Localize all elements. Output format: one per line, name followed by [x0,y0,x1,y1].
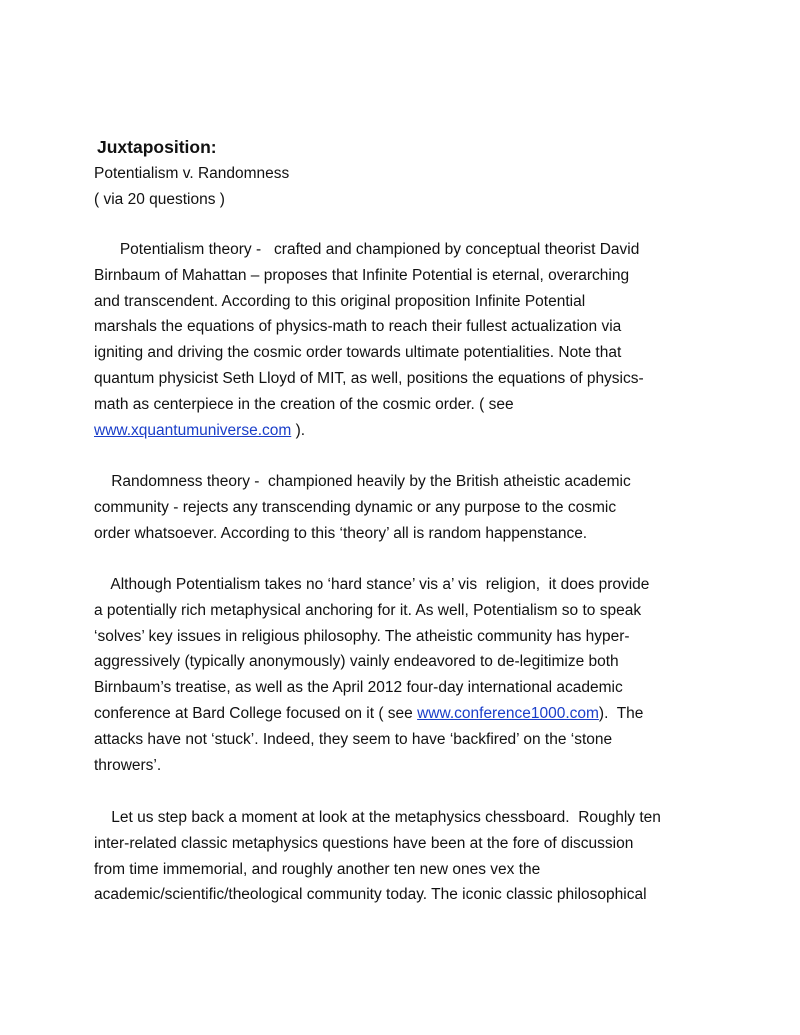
paragraph-line: Although Potentialism takes no ‘hard stance’ vis a’ vis religion, it does provide [94,576,650,593]
paragraph-line: academic/scientific/theological community today. The iconic classic philosophical [94,886,647,904]
paragraph-line: throwers’. [94,756,162,774]
paragraph-line: from time immemorial, and roughly another ten new ones vex the [94,860,541,878]
document-title: Juxtaposition: [97,137,217,157]
paragraph-line: Potentialism theory - crafted and championed by conceptual theorist David [94,241,640,258]
link-suffix-text: ). The [598,704,644,722]
paragraph-randomness [94,469,706,546]
paragraph-chessboard [94,805,706,908]
document-subtitle: Potentialism v. Randomness [94,165,290,182]
link-suffix-text: ). [291,421,306,439]
paragraph-line: ‘solves’ key issues in religious philosophy. The atheistic community has hyper- [94,627,630,645]
document-subtitle-note: ( via 20 questions ) [94,191,225,208]
conference1000-link[interactable]: www.conference1000.com [417,704,599,722]
paragraph-line: inter-related classic metaphysics questions have been at the fore of discussion [94,834,634,852]
paragraph-religion [94,572,706,778]
paragraph-line: igniting and driving the cosmic order towards ultimate potentialities. Note that [94,344,622,362]
paragraph-line: order whatsoever. According to this ‘theory’ all is random happenstance. [94,524,588,542]
paragraph-line: aggressively (typically anonymously) vainly endeavored to de-legitimize both [94,653,619,671]
paragraph-potentialism [94,237,706,443]
link-prefix-text: conference at Bard College focused on it ( see [94,704,418,722]
paragraph-line [94,701,706,727]
paragraph-line: math as centerpiece in the creation of the cosmic order. ( see [94,395,514,413]
paragraph-line: community - rejects any transcending dynamic or any purpose to the cosmic [94,498,617,516]
paragraph-line: quantum physicist Seth Lloyd of MIT, as well, positions the equations of physics- [94,369,644,387]
paragraph-line: Randomness theory - championed heavily by the British atheistic academic [94,473,631,490]
paragraph-line: Let us step back a moment at look at the metaphysics chessboard. Roughly ten [94,809,661,826]
paragraph-line: Birnbaum of Mahattan – proposes that Infinite Potential is eternal, overarching [94,266,630,284]
paragraph-line: attacks have not ‘stuck’. Indeed, they seem to have ‘backfired’ on the ‘stone [94,730,613,748]
xquantumuniverse-link[interactable]: www.xquantumuniverse.com [94,421,292,439]
paragraph-line: a potentially rich metaphysical anchoring for it. As well, Potentialism so to speak [94,601,642,619]
paragraph-line: and transcendent. According to this original proposition Infinite Potential [94,292,586,310]
paragraph-line [94,418,706,444]
paragraph-line: Birnbaum’s treatise, as well as the April 2012 four-day international academic [94,679,623,697]
paragraph-line: marshals the equations of physics-math to reach their fullest actualization via [94,318,622,336]
